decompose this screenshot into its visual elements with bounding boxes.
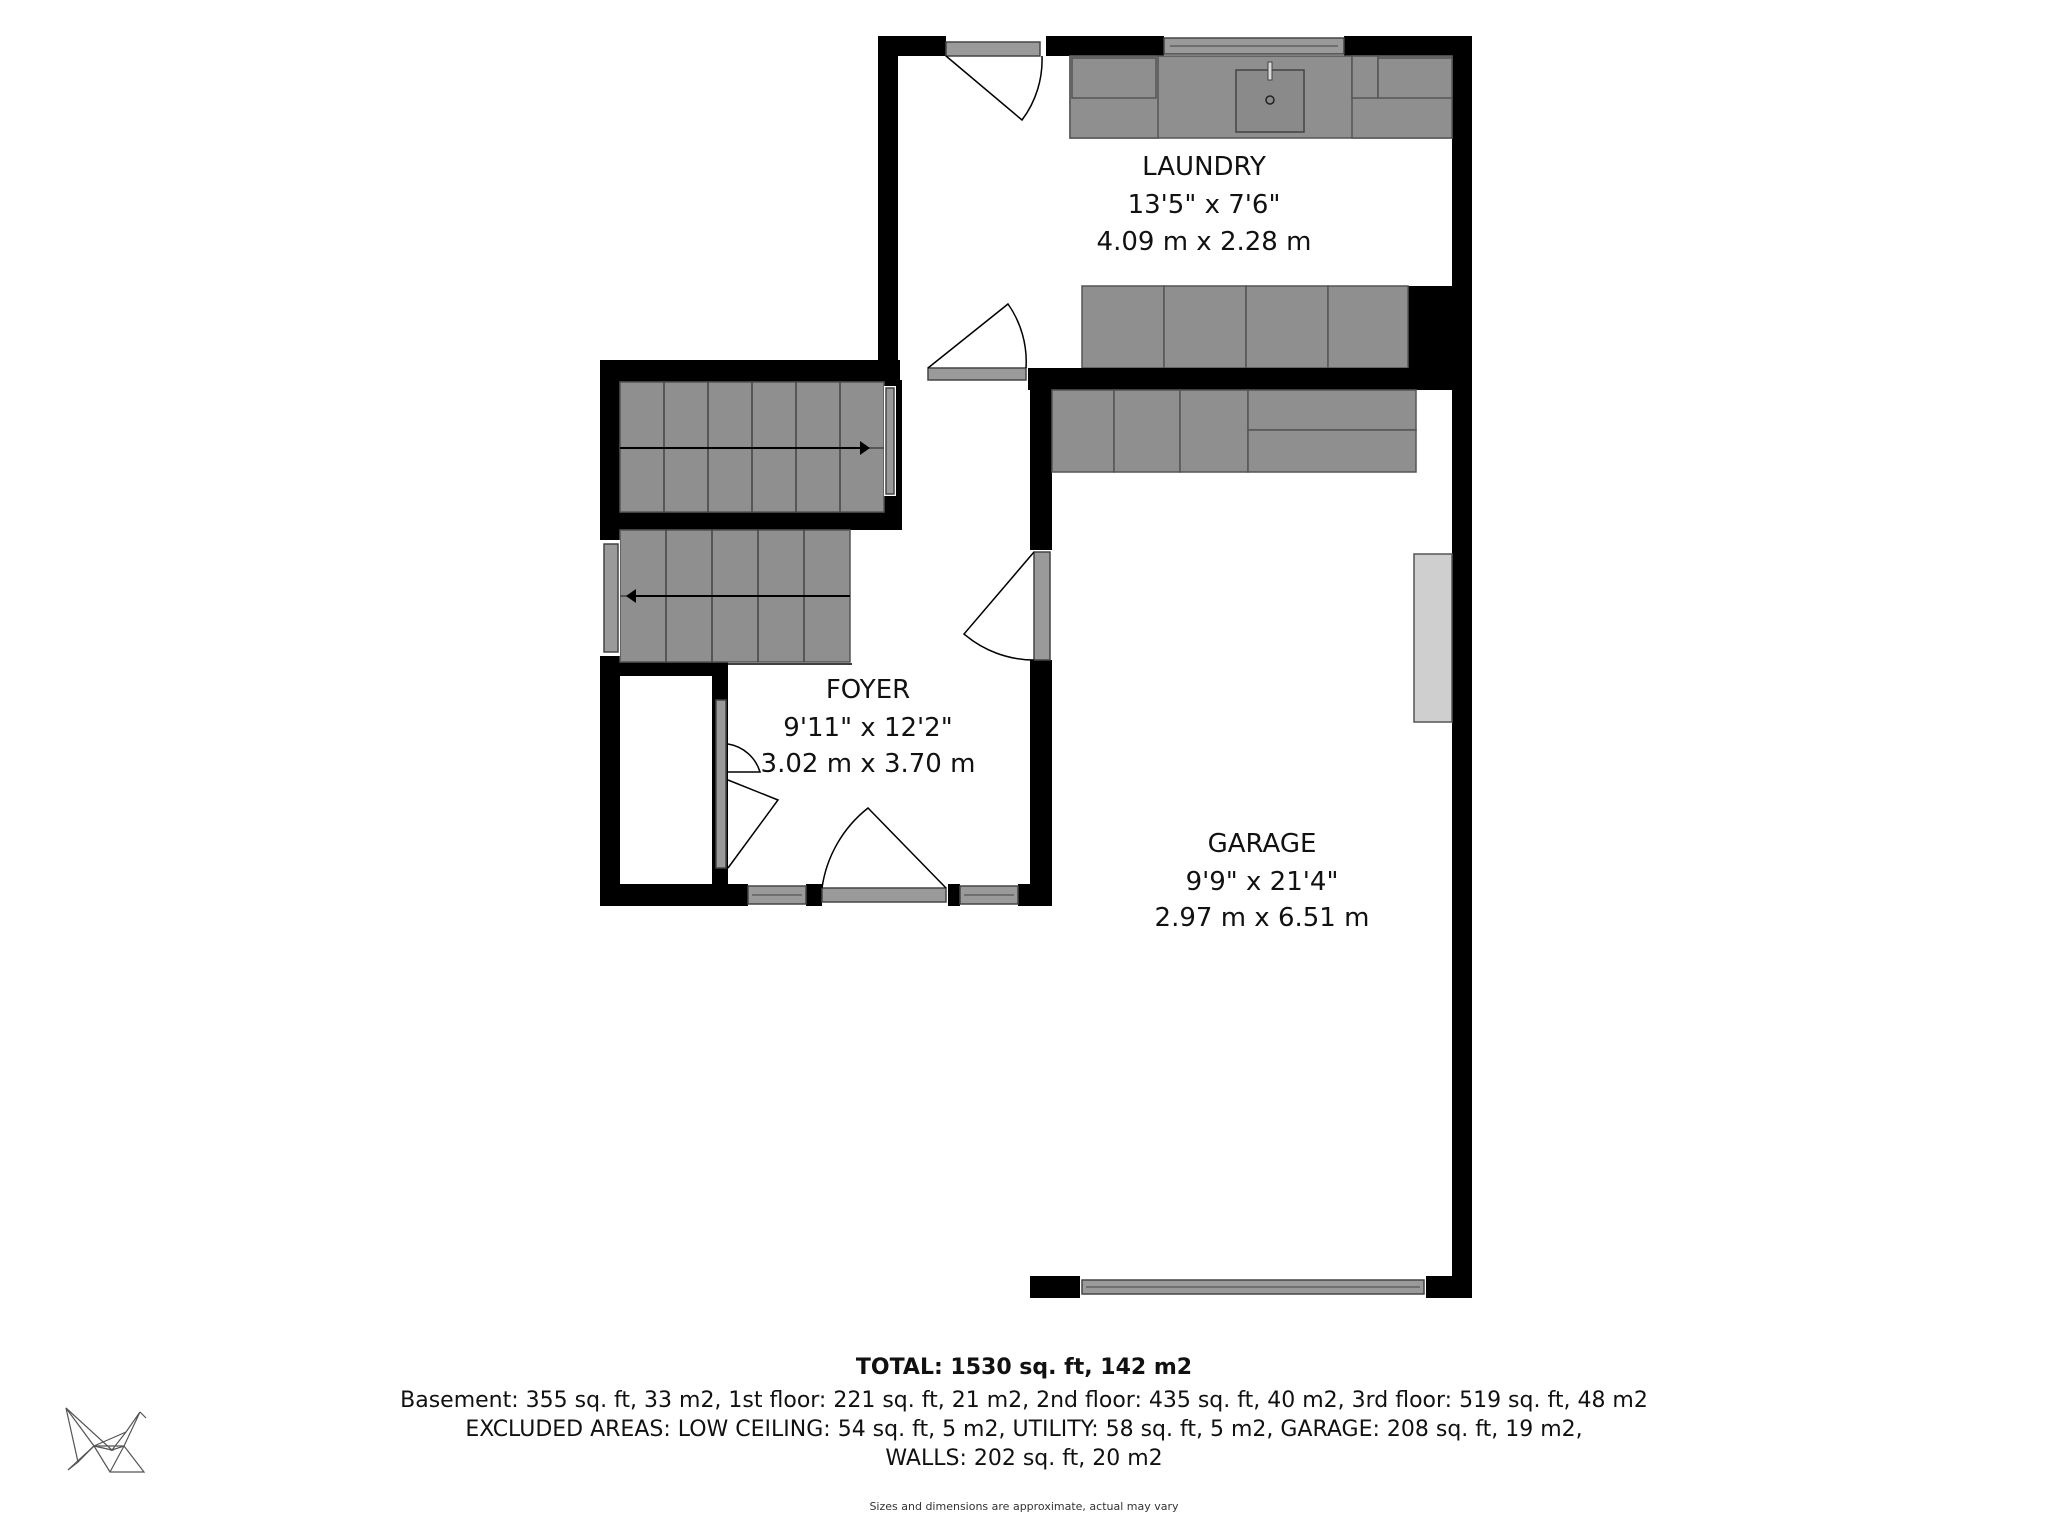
garage-dimensions-imperial: 9'9" x 21'4" [1185, 867, 1339, 897]
garage-wall-right [1452, 368, 1472, 1298]
origami-crane-icon [64, 1406, 148, 1476]
laundry-dimensions-imperial: 13'5" x 7'6" [1127, 190, 1281, 220]
garage-door-swing [964, 552, 1034, 660]
foyer-room [600, 360, 1052, 906]
garage-shelving [1052, 390, 1416, 472]
area-walls: WALLS: 202 sq. ft, 20 m2 [885, 1446, 1163, 1471]
area-total: TOTAL: 1530 sq. ft, 142 m2 [855, 1355, 1193, 1380]
laundry-dimensions-metric: 4.09 m x 2.28 m [1096, 227, 1312, 257]
laundry-lower-cabinets [1082, 286, 1408, 368]
foyer-dimensions-metric: 3.02 m x 3.70 m [760, 749, 976, 779]
laundry-foyer-door-swing [928, 304, 1026, 368]
laundry-name: LAUNDRY [1142, 152, 1266, 182]
laundry-room [878, 36, 1472, 390]
stair-railing-lower [604, 544, 618, 652]
laundry-foyer-door-leaf [928, 368, 1026, 380]
laundry-wall-left [878, 36, 898, 380]
foyer-dimensions-imperial: 9'11" x 12'2" [783, 713, 953, 743]
upper-staircase [620, 382, 896, 512]
garage-wall-top [1030, 368, 1472, 390]
garage-name: GARAGE [1207, 829, 1317, 859]
area-by-floor: Basement: 355 sq. ft, 33 m2, 1st floor: 221 sq. ft, 21 m2, 2nd floor: 435 sq. ft, 40 m2, 3rd floor: 519 sq. ft, 48 m2 [400, 1388, 1648, 1413]
closet-door-leaf [716, 700, 726, 868]
area-excluded: EXCLUDED AREAS: LOW CEILING: 54 sq. ft, 5 m2, UTILITY: 58 sq. ft, 5 m2, GARAGE: 208 sq. ft, 19 m2, [465, 1417, 1583, 1442]
closet-door-swing-lower [728, 780, 778, 868]
closet-door-swing-upper [728, 744, 760, 772]
stair-railing-upper [886, 388, 894, 494]
garage-dimensions-metric: 2.97 m x 6.51 m [1154, 903, 1370, 933]
garage-door-leaf [1034, 552, 1050, 660]
foyer-name: FOYER [825, 675, 911, 705]
dimensions-disclaimer: Sizes and dimensions are approximate, actual may vary [869, 1500, 1179, 1513]
foyer-wall-top-left [600, 360, 900, 382]
laundry-exterior-door-swing [946, 56, 1042, 120]
lower-staircase [600, 530, 852, 664]
laundry-upper-counter [1070, 56, 1452, 138]
laundry-exterior-door-leaf [946, 42, 1040, 56]
front-door-leaf [822, 888, 946, 902]
garage-room [1030, 368, 1472, 1298]
garage-wall-fixture [1414, 554, 1452, 722]
stair-divider-wall [600, 510, 902, 530]
front-door-swing [822, 808, 946, 888]
